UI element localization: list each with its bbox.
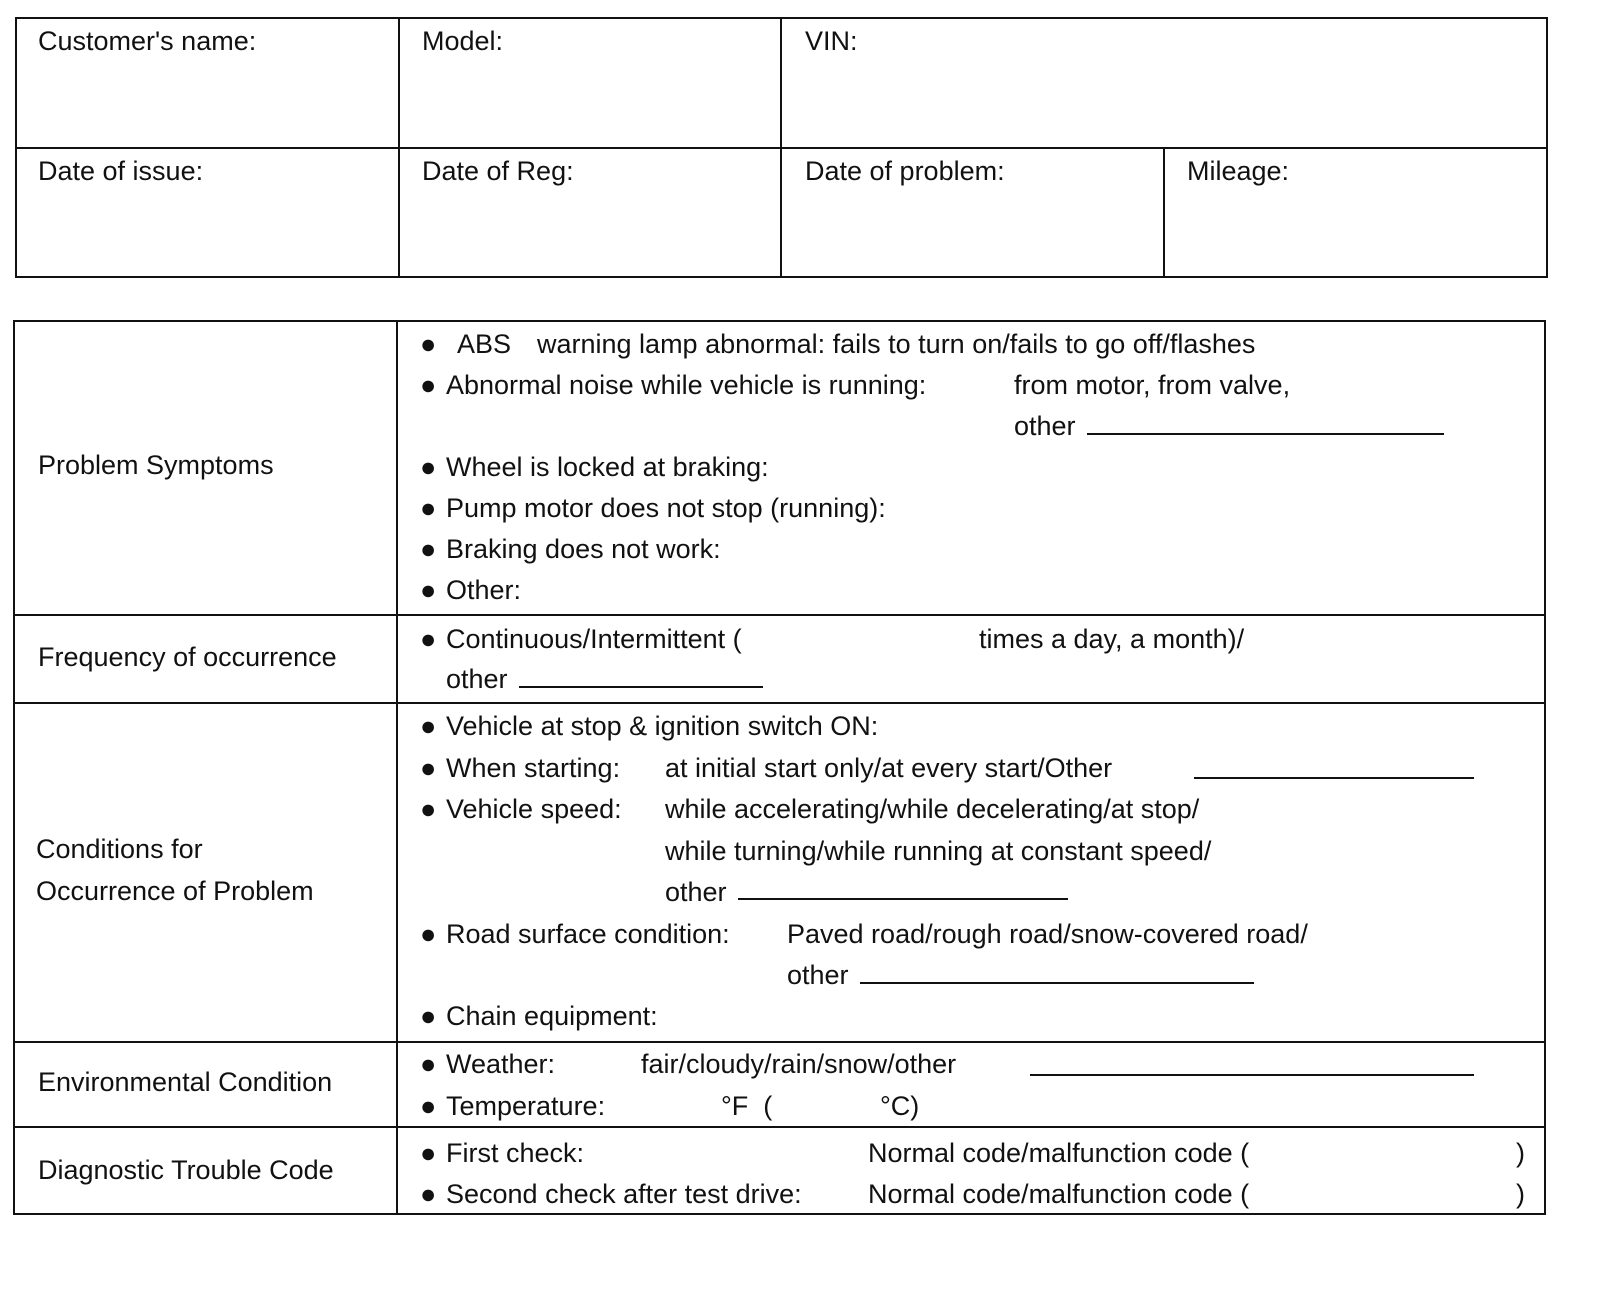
- mileage-field[interactable]: Mileage:: [1187, 156, 1290, 186]
- row-divider: [13, 702, 1546, 704]
- label-column-divider: [396, 320, 398, 1215]
- wheel-locked-item[interactable]: Wheel is locked at braking:: [446, 452, 769, 482]
- customer-name-field[interactable]: Customer's name:: [38, 26, 257, 56]
- chain-equipment-item[interactable]: Chain equipment:: [446, 1001, 658, 1031]
- frequency-other-label: other: [446, 664, 508, 694]
- problem-symptoms-label: Problem Symptoms: [38, 450, 274, 480]
- bullet-icon: ●: [420, 575, 437, 605]
- temperature-celsius[interactable]: °C): [880, 1091, 920, 1121]
- vehicle-speed-other-label: other: [665, 877, 727, 907]
- vehicle-speed-options-2[interactable]: while turning/while running at constant speed/: [665, 836, 1212, 866]
- temperature-label: Temperature:: [446, 1091, 606, 1121]
- environmental-condition-label: Environmental Condition: [38, 1067, 333, 1097]
- abnormal-noise-other-label: other: [1014, 411, 1076, 441]
- temperature-fahrenheit[interactable]: °F (: [721, 1091, 773, 1121]
- bullet-icon: ●: [420, 794, 437, 824]
- when-starting-options[interactable]: at initial start only/at every start/Other: [665, 753, 1113, 783]
- vin-field[interactable]: VIN:: [805, 26, 858, 56]
- bullet-icon: ●: [420, 624, 437, 654]
- when-starting-label: When starting:: [446, 753, 621, 783]
- conditions-label-line2: Occurrence of Problem: [36, 876, 314, 906]
- second-check-code[interactable]: Normal code/malfunction code (: [868, 1179, 1250, 1209]
- weather-options[interactable]: fair/cloudy/rain/snow/other: [641, 1049, 957, 1079]
- date-of-reg-field[interactable]: Date of Reg:: [422, 156, 574, 186]
- dtc-label: Diagnostic Trouble Code: [38, 1155, 334, 1185]
- abnormal-noise-label[interactable]: Abnormal noise while vehicle is running:: [446, 370, 927, 400]
- frequency-continuous-item[interactable]: Continuous/Intermittent (: [446, 624, 742, 654]
- road-surface-other-label: other: [787, 960, 849, 990]
- bullet-icon: ●: [420, 919, 437, 949]
- bullet-icon: ●: [420, 1001, 437, 1031]
- second-check-label: Second check after test drive:: [446, 1179, 802, 1209]
- first-check-close-paren: ): [1516, 1138, 1525, 1168]
- road-surface-other-line[interactable]: [860, 982, 1254, 984]
- weather-label: Weather:: [446, 1049, 556, 1079]
- abnormal-noise-options[interactable]: from motor, from valve,: [1014, 370, 1291, 400]
- row-divider: [13, 1041, 1546, 1043]
- date-of-issue-field[interactable]: Date of issue:: [38, 156, 204, 186]
- vehicle-speed-label: Vehicle speed:: [446, 794, 622, 824]
- row-divider: [13, 1126, 1546, 1128]
- first-check-label: First check:: [446, 1138, 585, 1168]
- first-check-code[interactable]: Normal code/malfunction code (: [868, 1138, 1250, 1168]
- abs-warning-lamp-item[interactable]: warning lamp abnormal: fails to turn on/fails to go off/flashes: [537, 329, 1256, 359]
- frequency-label: Frequency of occurrence: [38, 642, 337, 672]
- bullet-icon: ●: [420, 711, 437, 741]
- bullet-icon: ●: [420, 1049, 437, 1079]
- col-divider: [1163, 147, 1165, 278]
- vehicle-speed-options-1[interactable]: while accelerating/while decelerating/at stop/: [665, 794, 1200, 824]
- frequency-times-text[interactable]: times a day, a month)/: [979, 624, 1245, 654]
- bullet-icon: ●: [420, 1091, 437, 1121]
- when-starting-other-line[interactable]: [1194, 777, 1474, 779]
- bullet-icon: ●: [420, 1179, 437, 1209]
- road-surface-label: Road surface condition:: [446, 919, 730, 949]
- bullet-icon: ●: [420, 452, 437, 482]
- col-divider: [398, 17, 400, 278]
- abnormal-noise-other-line[interactable]: [1087, 433, 1444, 435]
- vehicle-speed-other-line[interactable]: [738, 898, 1068, 900]
- bullet-icon: ●: [420, 1138, 437, 1168]
- frequency-other-line[interactable]: [519, 686, 763, 688]
- model-field[interactable]: Model:: [422, 26, 504, 56]
- bullet-icon: ●: [420, 534, 437, 564]
- bullet-icon: ●: [420, 329, 437, 359]
- weather-other-line[interactable]: [1030, 1074, 1474, 1076]
- braking-item[interactable]: Braking does not work:: [446, 534, 721, 564]
- conditions-label-line1: Conditions for: [36, 834, 203, 864]
- vehicle-at-stop-item[interactable]: Vehicle at stop & ignition switch ON:: [446, 711, 879, 741]
- bullet-icon: ●: [420, 753, 437, 783]
- bullet-icon: ●: [420, 370, 437, 400]
- road-surface-options[interactable]: Paved road/rough road/snow-covered road/: [787, 919, 1308, 949]
- bullet-icon: ●: [420, 493, 437, 523]
- second-check-close-paren: ): [1516, 1179, 1525, 1209]
- col-divider: [780, 17, 782, 278]
- pump-motor-item[interactable]: Pump motor does not stop (running):: [446, 493, 886, 523]
- row-divider: [13, 614, 1546, 616]
- abs-prefix: ABS: [457, 329, 512, 359]
- other-symptom-item[interactable]: Other:: [446, 575, 522, 605]
- date-of-problem-field[interactable]: Date of problem:: [805, 156, 1005, 186]
